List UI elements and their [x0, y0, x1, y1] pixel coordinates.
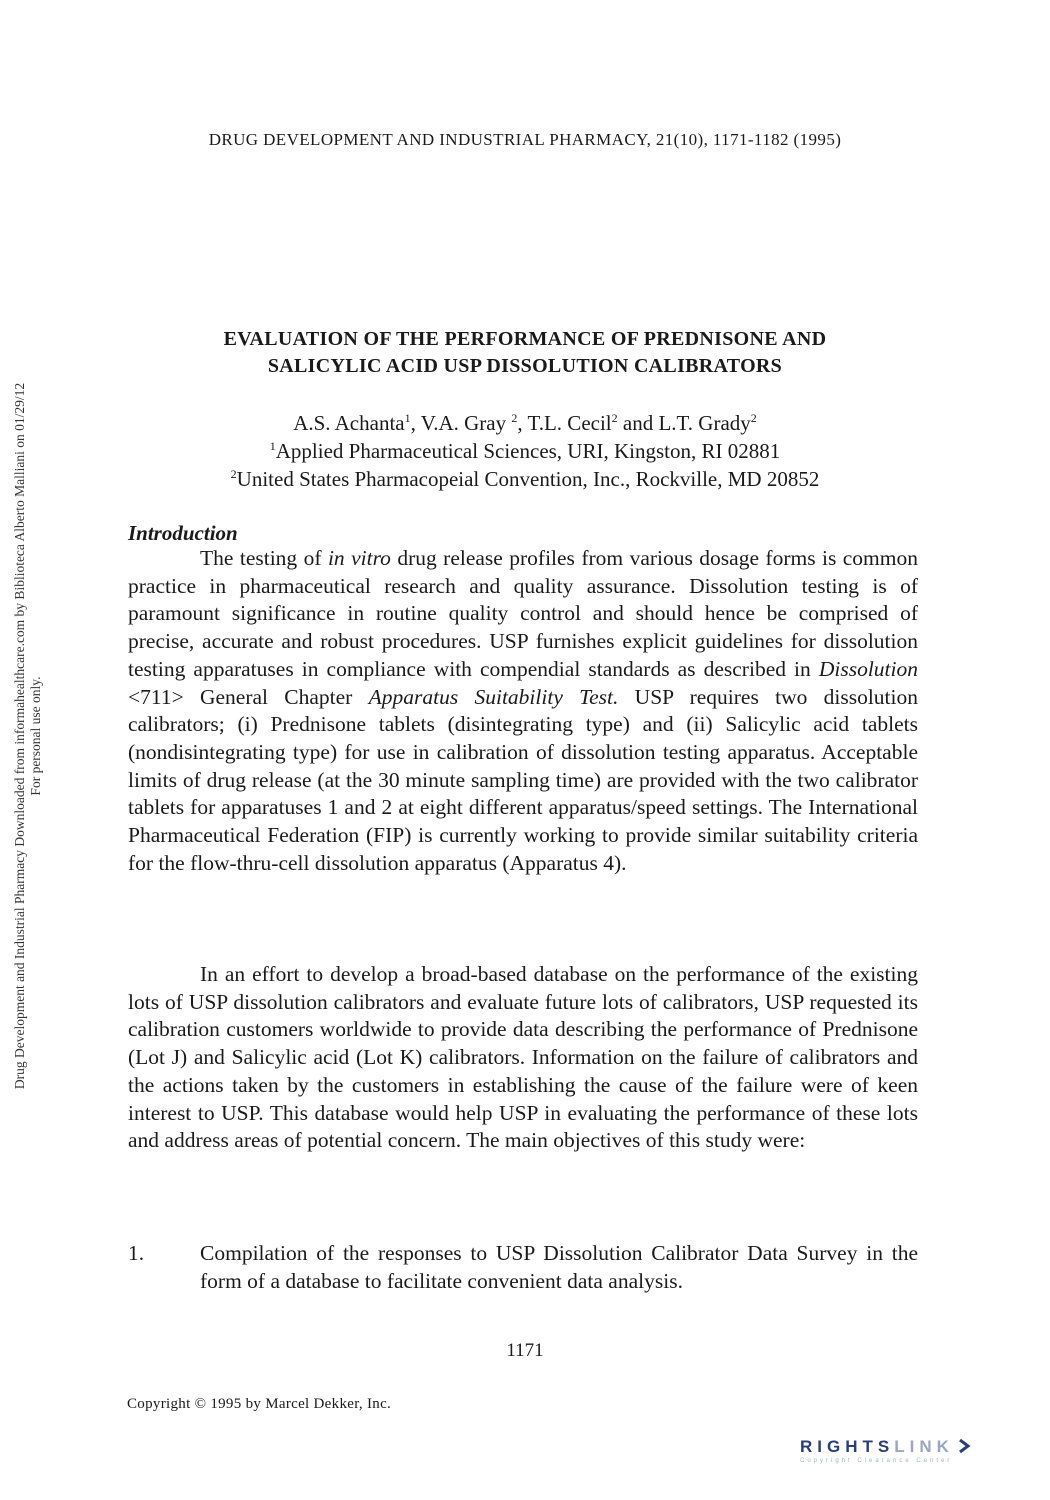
intro-paragraph-2: In an effort to develop a broad-based database on the performance of the existing lots of USP dissolution calibrators and evaluate future lots of calibrators, USP requested its calibration customers worldwide to provide data describing the performance of Prednisone (Lot J) and Salicylic acid (Lot K) calibrators. Information on the failure of calibrators and the actions taken by the customers in establishing the cause of the failure were of keen interest to USP. This database would help USP in evaluating the performance of these lots and address areas of potential concern. The main objectives of this study were:: [128, 962, 918, 1153]
affiliation-2: [0, 465, 1050, 493]
rightslink-word-rights: RIGHTS: [800, 1437, 895, 1456]
rightslink-wordmark: [800, 1437, 974, 1457]
download-notice-line2: For personal use only.: [28, 676, 43, 796]
author-name: A.S. Achanta: [293, 411, 405, 435]
author-name: , T.L. Cecil: [517, 411, 612, 435]
author-block: [0, 409, 1050, 493]
download-notice-line1: Drug Development and Industrial Pharmacy Downloaded from informahealthcare.com by Biblioteca Alberto Malliani on 01/29/12: [12, 382, 27, 1090]
copyright-notice: Copyright © 1995 by Marcel Dekker, Inc.: [127, 1396, 392, 1412]
affiliation-marker: 1: [269, 439, 276, 453]
page-number: 1171: [506, 1340, 544, 1361]
affiliation-text: Applied Pharmaceutical Sciences, URI, Kingston, RI 02881: [275, 439, 781, 463]
chevron-right-icon: [954, 1438, 974, 1454]
text-run: USP requires two dissolution calibrators; (i) Prednisone tablets (disintegrating type) and (ii) Salicylic acid tablets (nondisintegrating type) for use in calibration of dissolution testing apparatus. Acceptable limits of drug release (at the 30 minute sampling time) are provided with the two calibrator tablets for apparatuses 1 and 2 at eight different apparatus/speed settings. The International Pharmaceutical Federation (FIP) is currently working to provide similar suitability criteria for the flow-thru-cell dissolution apparatus (Apparatus 4).: [128, 684, 918, 875]
section-heading: Introduction: [128, 521, 238, 545]
italic-term: Apparatus Suitability Test.: [368, 684, 619, 709]
author-name: and L.T. Grady: [617, 411, 751, 435]
italic-term: in vitro: [327, 546, 391, 570]
journal-header: DRUG DEVELOPMENT AND INDUSTRIAL PHARMACY, 21(10), 1171-1182 (1995): [208, 130, 842, 149]
affiliation-1: [0, 437, 1050, 465]
author-name: , V.A. Gray: [410, 411, 512, 435]
affiliation-marker: 1: [404, 411, 411, 425]
intro-paragraph-1: [128, 545, 918, 877]
article-title-line2: SALICYLIC ACID USP DISSOLUTION CALIBRATORS: [267, 355, 783, 377]
rightslink-word-link: LINK: [894, 1437, 954, 1456]
list-text: Compilation of the responses to USP Dissolution Calibrator Data Survey in the form of a database to facilitate convenient data analysis.: [200, 1241, 918, 1293]
objective-list-item: [128, 1240, 918, 1295]
rightslink-logo[interactable]: [800, 1437, 974, 1464]
text-run: drug release profiles from various dosage forms is common practice in pharmaceutical research and quality assurance. Dissolution testing is of paramount significance in routine quality control and should hence be comprised of precise, accurate and robust procedures. USP furnishes explicit guidelines for dissolution testing apparatuses in compliance with compendial standards as described in: [128, 546, 918, 681]
article-title-line1: EVALUATION OF THE PERFORMANCE OF PREDNISONE AND: [223, 328, 827, 350]
affiliation-text: United States Pharmacopeial Convention, Inc., Rockville, MD 20852: [236, 467, 820, 491]
article-title: [0, 326, 1050, 380]
affiliation-marker: 2: [230, 467, 237, 481]
affiliation-marker: 2: [750, 411, 757, 425]
italic-term: Dissolution: [818, 656, 918, 681]
text-run: The testing of: [200, 546, 328, 570]
author-list: [0, 409, 1050, 437]
affiliation-marker: 2: [511, 411, 518, 425]
text-run: <711> General Chapter: [128, 684, 369, 709]
rightslink-tagline: Copyright Clearance Center: [800, 1458, 953, 1464]
list-number: 1.: [128, 1241, 145, 1265]
affiliation-marker: 2: [611, 411, 618, 425]
